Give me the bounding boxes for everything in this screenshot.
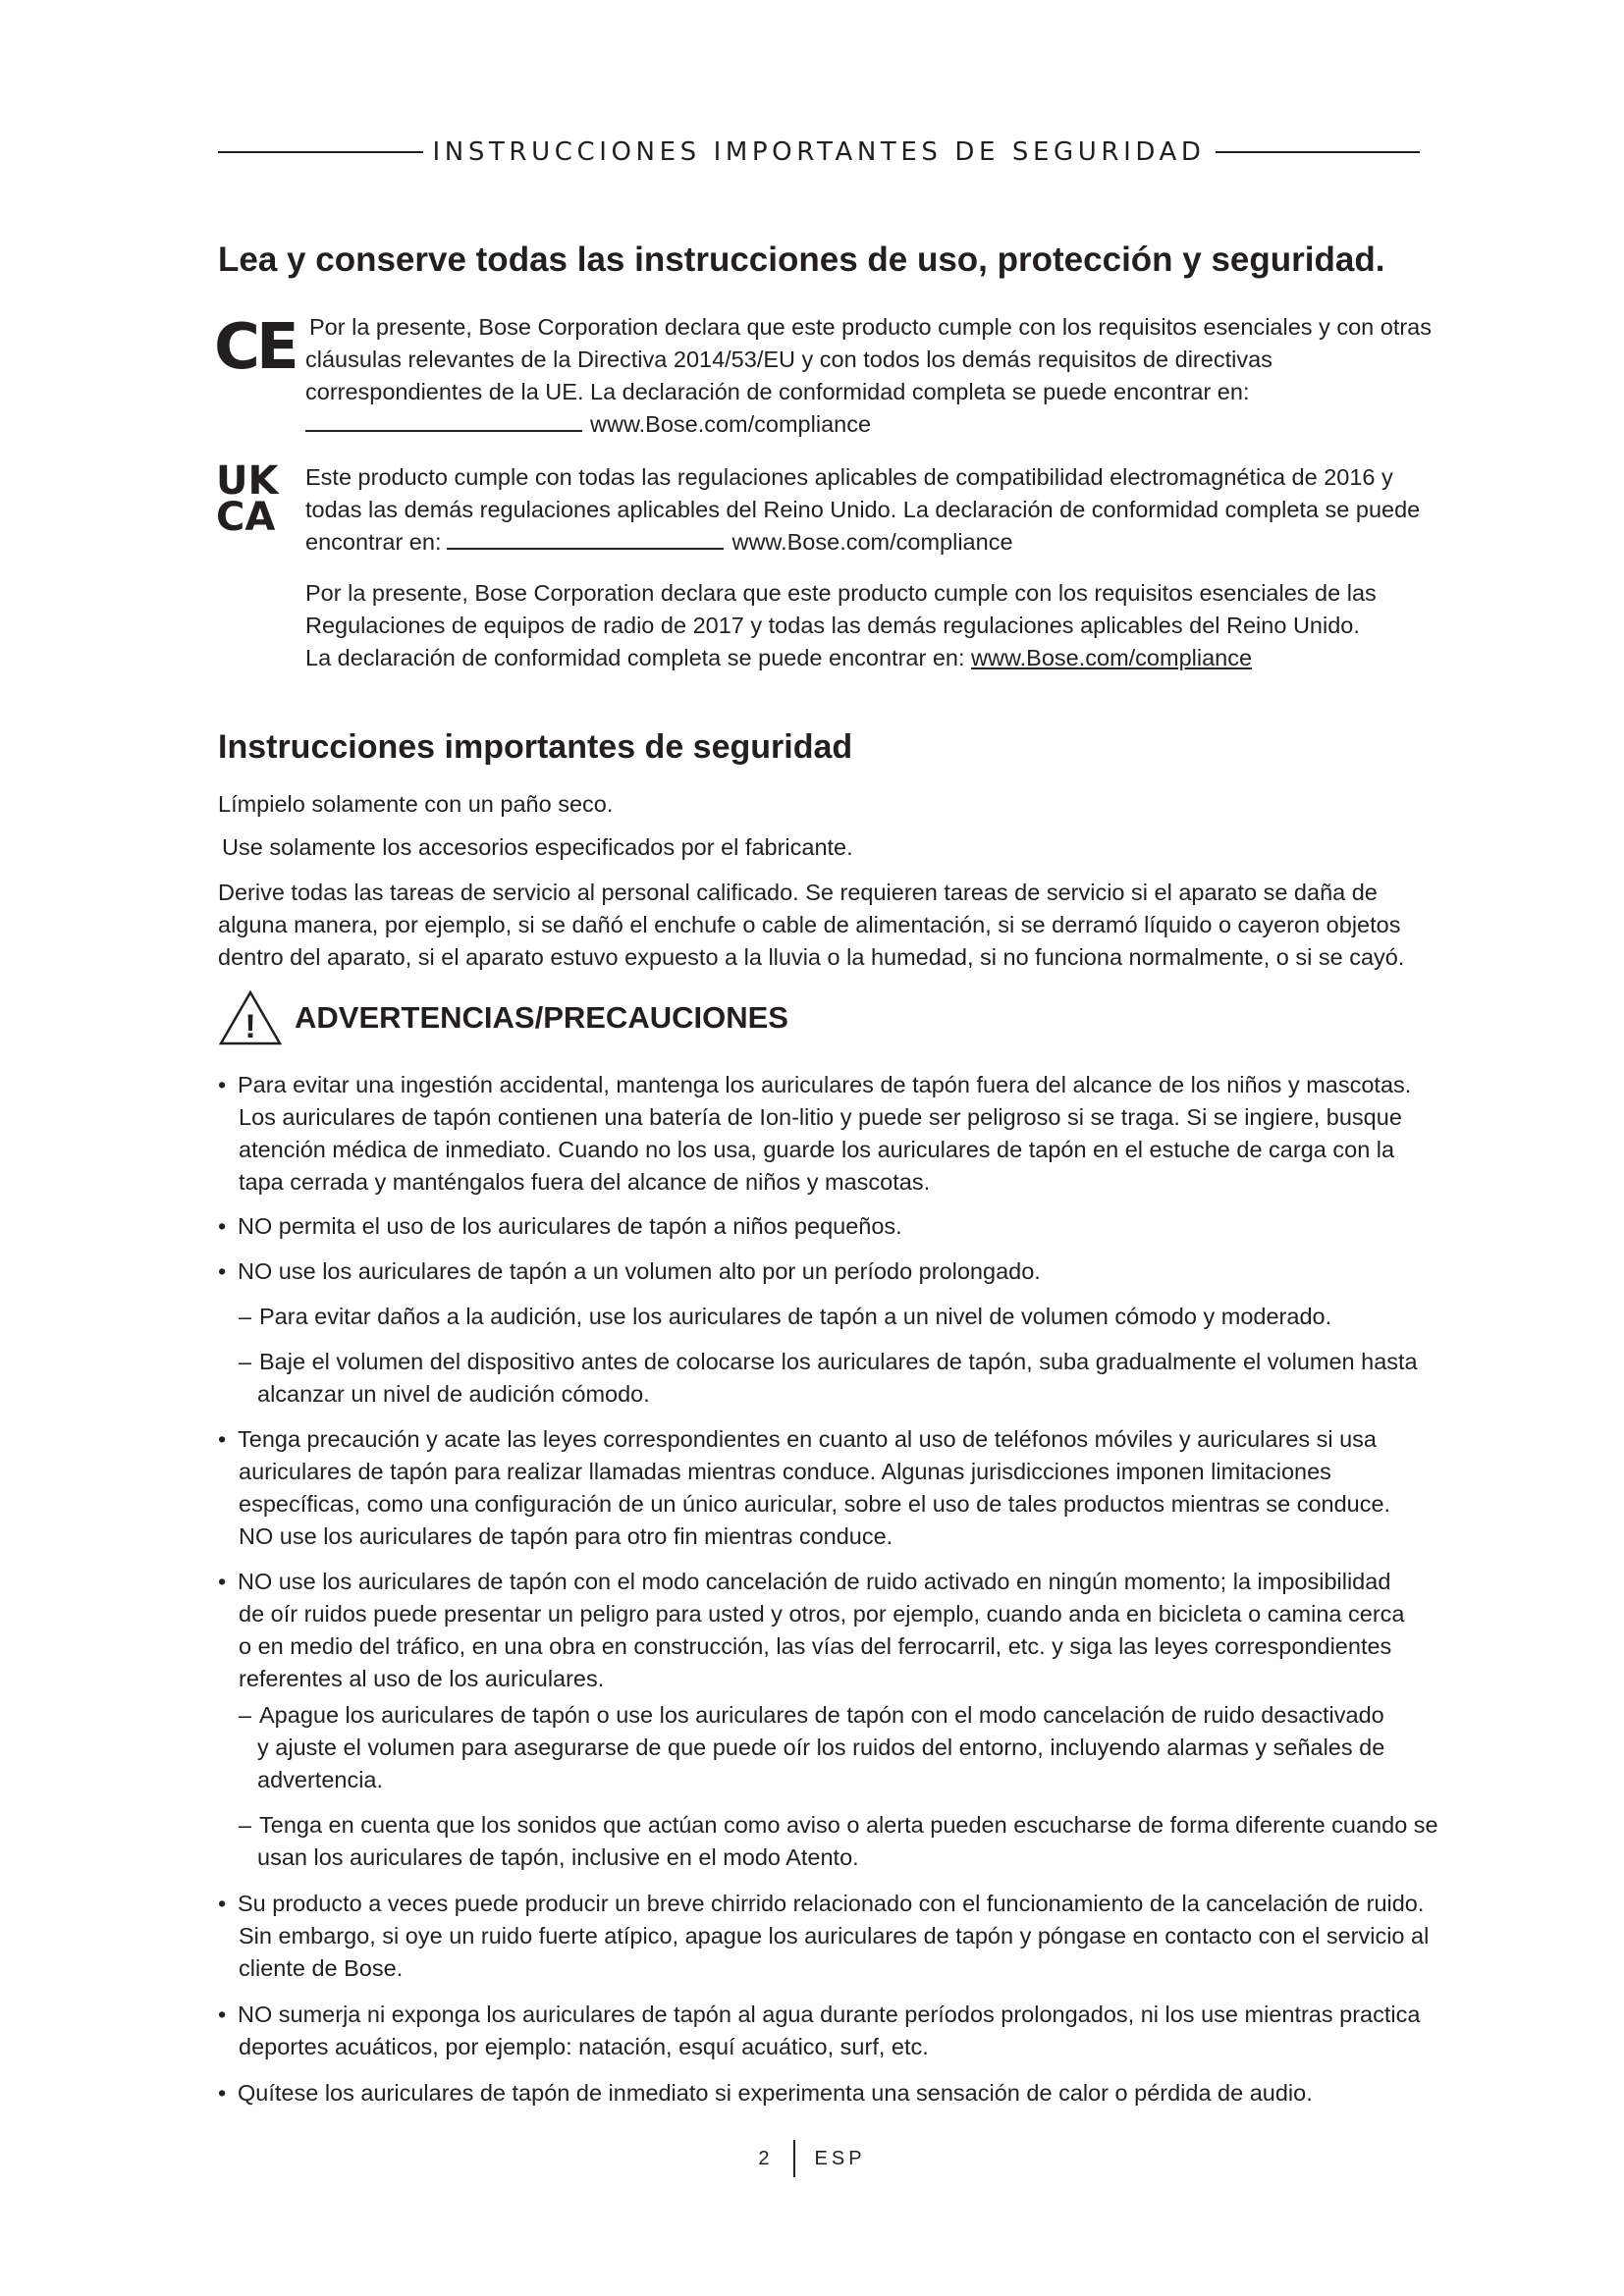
warning-glyph: ! [244,1008,256,1045]
ukca-para2-line-3 [305,642,1252,674]
ukca-line-3 [305,526,1013,559]
safety-heading: Instrucciones importantes de seguridad [218,728,853,766]
warning-item-5-sub-1 [239,1699,1384,1796]
warning-item-4 [218,1423,1390,1553]
ukca-mark-logo [216,461,287,532]
bullet-mark: • [218,2080,227,2106]
warning-item-5-line-3: o en medio del tráfico, en una obra en construcción, las vías del ferrocarril, etc. y siga las leyes correspondientes [239,1633,1392,1659]
ukca-line-3-prefix: encontrar en: [305,529,442,555]
warning-item-4-line-2: auriculares de tapón para realizar llamadas mientras conduce. Algunas jurisdicciones imponen limitaciones [239,1459,1331,1484]
section-header-title: INSTRUCCIONES IMPORTANTES DE SEGURIDAD [432,137,1206,167]
safety-line-2: Use solamente los accesorios especificados por el fabricante. [222,834,853,860]
warning-item-7-line-1: NO sumerja ni exponga los auriculares de tapón al agua durante períodos prolongados, ni los use mientras practica [238,2002,1421,2027]
warning-item-5-sub-2 [239,1809,1438,1874]
warning-item-5-sub-2-line-1: Tenga en cuenta que los sonidos que actúan como aviso o alerta pueden escucharse de forma diferente cuando se [259,1812,1438,1838]
ukca-para2-prefix: La declaración de conformidad completa se puede encontrar en: [305,645,972,670]
ce-line-2: cláusulas relevantes de la Directiva 2014/53/EU y con todos los demás requisitos de directivas [305,347,1272,372]
footer-separator [793,2140,795,2177]
dash-mark: – [239,1349,252,1374]
header-rule-left [218,151,423,153]
warning-item-6-line-1: Su producto a veces puede producir un breve chirrido relacionado con el funcionamiento de la cancelación de ruido. [238,1891,1425,1916]
warning-item-5-line-1: NO use los auriculares de tapón con el modo cancelación de ruido activado en ningún momento; la imposibilidad [238,1569,1391,1594]
ukca-para2-line-2: Regulaciones de equipos de radio de 2017 y todas las demás regulaciones aplicables del Reino Unido. [305,613,1360,638]
section-header [218,137,1420,167]
bullet-mark: • [218,1569,227,1594]
compliance-link[interactable]: www.Bose.com/compliance [971,645,1253,670]
warning-item-6 [218,1888,1429,1985]
warning-item-8 [218,2077,1313,2109]
warning-item-3 [218,1255,1041,1288]
warning-item-1-line-1: Para evitar una ingestión accidental, mantenga los auriculares de tapón fuera del alcance de los niños y mascotas. [238,1072,1412,1097]
safety-line-1: Límpielo solamente con un paño seco. [218,791,614,817]
ukca-line-2: todas las demás regulaciones aplicables del Reino Unido. La declaración de conformidad completa se puede [305,497,1421,522]
warning-item-5 [218,1566,1404,1695]
bullet-mark: • [218,2002,227,2027]
bullet-mark: • [218,1426,227,1452]
warning-item-2 [218,1210,902,1243]
ukca-url: www.Bose.com/compliance [731,529,1013,555]
warning-item-1 [218,1069,1411,1199]
dash-mark: – [239,1812,252,1838]
warning-item-1-line-4: tapa cerrada y manténgalos fuera del alcance de niños y mascotas. [239,1169,931,1195]
ce-line-1: Por la presente, Bose Corporation declara que este producto cumple con los requisitos esenciales y con otras [309,314,1432,340]
warning-item-4-line-3: específicas, como una configuración de un único auricular, sobre el uso de tales productos mientras se conduce. [239,1491,1391,1517]
warning-item-6-line-2: Sin embargo, si oye un ruido fuerte atípico, apague los auriculares de tapón y póngase en contacto con el servicio al [239,1923,1430,1949]
safety-para-line-3: dentro del aparato, si el aparato estuvo expuesto a la lluvia o la humedad, si no funciona normalmente, o si se cayó. [218,944,1405,970]
page-footer [0,2140,1624,2177]
warning-item-7 [218,1999,1420,2063]
warning-triangle-icon [218,989,283,1046]
warnings-title: ADVERTENCIAS/PRECAUCIONES [295,1000,788,1035]
warning-item-5-sub-1-line-1: Apague los auriculares de tapón o use los auriculares de tapón con el modo cancelación de ruido desactivado [259,1702,1384,1728]
ukca-line-1: Este producto cumple con todas las regulaciones aplicables de compatibilidad electromagnética de 2016 y [305,464,1393,490]
dash-mark: – [239,1304,252,1329]
intro-heading: Lea y conserve todas las instrucciones de uso, protección y seguridad. [218,240,1385,279]
warning-item-3-sub-1 [239,1301,1331,1333]
warning-item-3-sub-2-line-2: alcanzar un nivel de audición cómodo. [257,1381,650,1407]
warning-item-5-sub-1-line-2: y ajuste el volumen para asegurarse de que puede oír los ruidos del entorno, incluyendo alarmas y señales de [257,1735,1385,1760]
warning-item-4-line-1: Tenga precaución y acate las leyes correspondientes en cuanto al uso de teléfonos móviles y auriculares si usa [238,1426,1378,1452]
warning-item-4-line-4: NO use los auriculares de tapón para otro fin mientras conduce. [239,1523,893,1549]
warning-item-1-line-2: Los auriculares de tapón contienen una batería de Ion-litio y puede ser peligroso si se traga. Si se ingiere, busque [239,1104,1402,1130]
ce-line-3: correspondientes de la UE. La declaración de conformidad completa se puede encontrar en: [305,379,1250,404]
ce-url-blank [305,408,582,432]
ukca-mark-top: UK [216,461,279,504]
ce-url-row [305,408,871,441]
warning-item-1-line-3: atención médica de inmediato. Cuando no los usa, guarde los auriculares de tapón en el estuche de carga con la [239,1137,1395,1162]
warning-item-7-line-2: deportes acuáticos, por ejemplo: natación, esquí acuático, surf, etc. [239,2034,929,2059]
bullet-mark: • [218,1258,227,1284]
ukca-url-blank [447,526,724,550]
safety-para-line-1: Derive todas las tareas de servicio al personal calificado. Se requieren tareas de servicio si el aparato se daña de [218,880,1378,905]
warning-item-3-sub-1-line-1: Para evitar daños a la audición, use los auriculares de tapón a un nivel de volumen cómodo y moderado. [259,1304,1332,1329]
safety-para-line-2: alguna manera, por ejemplo, si se dañó el enchufe o cable de alimentación, si se derramó líquido o cayeron objetos [218,912,1401,937]
header-rule-right [1216,151,1421,153]
dash-mark: – [239,1702,252,1728]
warning-item-5-line-2: de oír ruidos puede presentar un peligro para usted y otros, por ejemplo, cuando anda en bicicleta o camina cerca [239,1601,1405,1627]
warning-item-5-sub-2-line-2: usan los auriculares de tapón, inclusive en el modo Atento. [257,1844,859,1870]
ukca-para2-line-1: Por la presente, Bose Corporation declara que este producto cumple con los requisitos esenciales de las [305,580,1377,606]
page-number: 2 [758,2147,774,2169]
warning-item-3-sub-2-line-1: Baje el volumen del dispositivo antes de colocarse los auriculares de tapón, suba gradualmente el volumen hasta [259,1349,1418,1374]
ce-mark-logo: CE [214,311,296,384]
ukca-mark-bottom: CA [216,495,276,532]
warnings-header [218,989,788,1046]
bullet-mark: • [218,1072,227,1097]
warning-item-5-sub-1-line-3: advertencia. [257,1767,384,1792]
warning-item-8-line-1: Quítese los auriculares de tapón de inmediato si experimenta una sensación de calor o pérdida de audio. [238,2080,1313,2106]
warning-item-6-line-3: cliente de Bose. [239,1955,404,1981]
ce-url: www.Bose.com/compliance [590,411,872,437]
warning-item-5-line-4: referentes al uso de los auriculares. [239,1666,605,1691]
language-code: ESP [814,2147,866,2169]
warning-item-3-sub-2 [239,1346,1418,1411]
bullet-mark: • [218,1213,227,1239]
warning-item-3-line-1: NO use los auriculares de tapón a un volumen alto por un período prolongado. [238,1258,1041,1284]
warning-item-2-line-1: NO permita el uso de los auriculares de tapón a niños pequeños. [238,1213,902,1239]
bullet-mark: • [218,1891,227,1916]
